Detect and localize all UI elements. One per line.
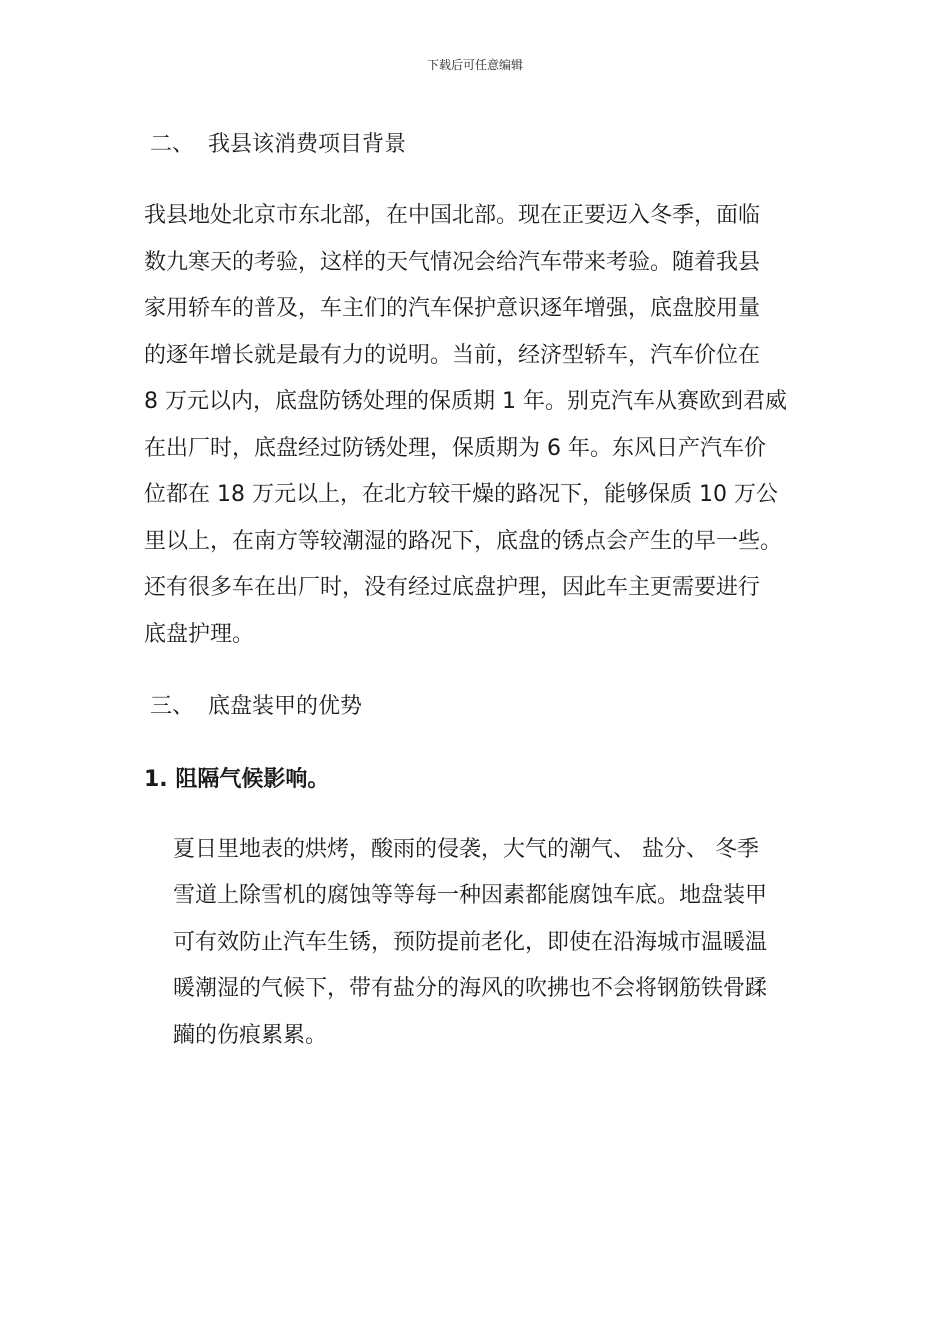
paragraph-line: 里以上，在南方等较潮湿的路况下，底盘的锈点会产生的早一些。 <box>144 529 783 554</box>
paragraph-line: 的逐年增长就是最有力的说明。当前，经济型轿车，汽车价位在 <box>144 343 761 368</box>
paragraph-line: 8 万元以内，底盘防锈处理的保质期 1 年。别克汽车从赛欧到君威 <box>144 389 787 414</box>
paragraph-line: 躏的伤痕累累。 <box>173 1023 328 1048</box>
paragraph-line: 数九寒天的考验，这样的天气情况会给汽车带来考验。随着我县 <box>144 250 761 275</box>
paragraph-line: 还有很多车在出厂时，没有经过底盘护理，因此车主更需要进行 <box>144 575 761 600</box>
paragraph-line: 雪道上除雪机的腐蚀等等每一种因素都能腐蚀车底。地盘装甲 <box>173 883 768 908</box>
section-2-number: 二、 <box>150 132 195 157</box>
paragraph-line: 我县地处北京市东北部，在中国北部。现在正要迈入冬季，面临 <box>144 203 761 228</box>
section-3-heading <box>150 692 362 722</box>
point-1-heading: 1. 阻隔气候影响。 <box>144 767 330 792</box>
section-3-number: 三、 <box>150 694 195 719</box>
section-2-heading <box>150 130 406 160</box>
paragraph-line: 夏日里地表的烘烤，酸雨的侵袭，大气的潮气、 盐分、 冬季 <box>173 837 759 862</box>
paragraph-line: 底盘护理。 <box>144 622 255 647</box>
paragraph-line: 位都在 18 万元以上，在北方较干燥的路况下，能够保质 10 万公 <box>144 482 778 507</box>
section-2-title: 我县该消费项目背景 <box>208 132 407 157</box>
paragraph-line: 在出厂时，底盘经过防锈处理，保质期为 6 年。东风日产汽车价 <box>144 436 766 461</box>
paragraph-line: 家用轿车的普及，车主们的汽车保护意识逐年增强，底盘胶用量 <box>144 296 761 321</box>
paragraph-line: 暖潮湿的气候下，带有盐分的海风的吹拂也不会将钢筋铁骨蹂 <box>173 976 768 1001</box>
paragraph-line: 可有效防止汽车生锈，预防提前老化，即使在沿海城市温暖温 <box>173 930 768 955</box>
section-3-title: 底盘装甲的优势 <box>208 694 363 719</box>
header-note: 下载后可任意编辑 <box>426 58 523 72</box>
